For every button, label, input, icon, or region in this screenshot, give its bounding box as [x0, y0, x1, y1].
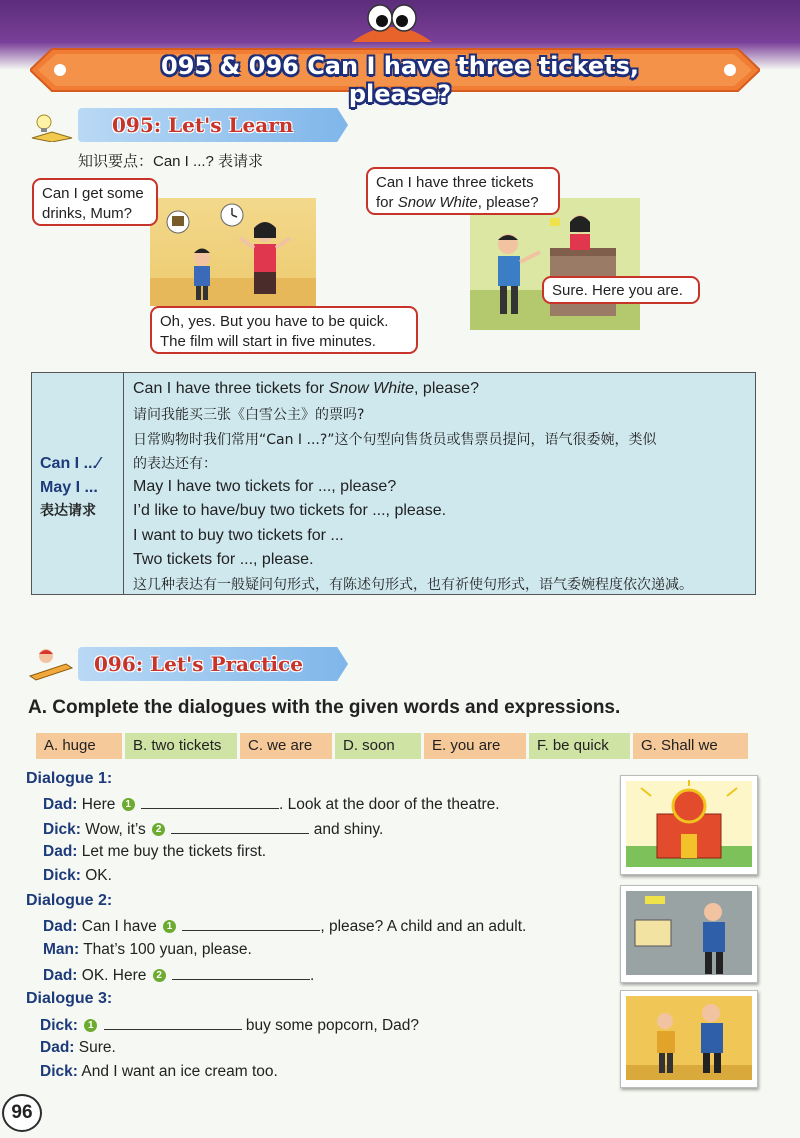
explanation-line: 日常购物时我们常用“Can I ...?”这个句型向售货员或售票员提问，语气很委婉，类似 — [133, 432, 657, 448]
line-text: Sure. — [78, 1039, 116, 1056]
speech-bubble-mum — [150, 306, 418, 354]
dialogue-line — [40, 1039, 116, 1057]
practice-section-title: 096: Let's Practice — [94, 652, 303, 676]
line-text: OK. Here — [81, 967, 147, 984]
speech-bubble-boy-ticket — [366, 167, 560, 215]
dialogue-line — [40, 1015, 419, 1035]
bubble-text-line: Can I get some — [42, 185, 144, 202]
dialogue-line — [43, 916, 526, 936]
speaker: Man: — [43, 941, 80, 958]
lightbulb-book-icon — [30, 112, 74, 142]
bubble-text-part: for — [376, 194, 398, 211]
ticket-counter-illustration — [470, 198, 640, 330]
dialogue-line — [43, 941, 252, 959]
blank-number: 1 — [84, 1019, 97, 1032]
speaker: Dick: — [40, 1063, 78, 1080]
speaker: Dick: — [40, 1017, 78, 1034]
blank-number: 1 — [122, 798, 135, 811]
speech-bubble-seller: Sure. Here you are. — [542, 276, 700, 304]
blank-number: 2 — [152, 823, 165, 836]
dialogue-line — [43, 819, 383, 839]
example-sentence — [133, 380, 479, 398]
word-bank-option: E. you are — [424, 733, 526, 759]
speaker: Dad: — [40, 1039, 75, 1056]
word-bank-option: C. we are — [240, 733, 332, 759]
answer-blank[interactable] — [104, 1015, 242, 1030]
alternative-expression: I want to buy two tickets for ... — [133, 527, 344, 544]
dialogue-line — [40, 1063, 278, 1081]
speaker: Dick: — [43, 867, 81, 884]
answer-blank[interactable] — [141, 794, 279, 809]
dialogue-line — [43, 843, 266, 861]
line-text: OK. — [85, 867, 112, 884]
pencil-kid-icon — [28, 646, 76, 682]
bubble-text-line: Can I have three tickets — [376, 174, 534, 191]
blank-number: 1 — [163, 920, 176, 933]
line-text: , please? A child and an adult. — [320, 918, 527, 935]
alternative-expression: I’d like to have/buy two tickets for ..., please. — [133, 502, 447, 519]
alternative-expression: May I have two tickets for ..., please? — [133, 478, 397, 495]
word-bank-option: G. Shall we — [633, 733, 748, 759]
word-bank-option: D. soon — [335, 733, 421, 759]
bubble-text-line: Oh, yes. But you have to be quick. — [160, 313, 389, 330]
mum-and-boy-illustration — [150, 198, 316, 306]
example-translation: 请问我能买三张《白雪公主》的票吗? — [133, 407, 365, 423]
speaker: Dad: — [43, 967, 78, 984]
speech-bubble-boy — [32, 178, 158, 226]
page-title: 095 & 096 Can I have three tickets, please? — [161, 52, 639, 108]
speaker: Dad: — [43, 796, 78, 813]
line-text: Let me buy the tickets first. — [81, 843, 267, 860]
mascot-eyes-illustration — [346, 2, 438, 42]
grammar-label-meaning: 表达请求 — [40, 503, 96, 519]
theatre-photo — [620, 775, 758, 875]
ticket-office-photo — [620, 885, 758, 983]
blank-number: 2 — [153, 969, 166, 982]
dialogue-line — [43, 965, 314, 985]
example-text-part: , please? — [414, 380, 479, 397]
bubble-italic-title: Snow White — [397, 194, 478, 211]
line-text: buy some popcorn, Dad? — [245, 1017, 420, 1034]
line-text: . Look at the door of the theatre. — [279, 796, 500, 813]
example-italic-title: Snow White — [328, 380, 415, 397]
bubble-text-line: drinks, Mum? — [42, 205, 133, 222]
dialogue-line — [43, 794, 500, 814]
line-text: Can I have — [81, 918, 157, 935]
answer-blank[interactable] — [172, 965, 310, 980]
dialogue-heading: Dialogue 1: — [26, 770, 113, 787]
dialogue-heading: Dialogue 2: — [26, 892, 113, 909]
word-bank-option: F. be quick — [529, 733, 630, 759]
line-text: That’s 100 yuan, please. — [83, 941, 252, 958]
bubble-text-line — [376, 193, 550, 213]
answer-blank[interactable] — [182, 916, 320, 931]
word-bank-option: B. two tickets — [125, 733, 237, 759]
line-text: Here — [81, 796, 116, 813]
learn-section-title: 095: Let's Learn — [112, 113, 294, 137]
bubble-text-line: The film will start in five minutes. — [160, 333, 376, 350]
speaker: Dad: — [43, 918, 78, 935]
line-text: Wow, it’s — [85, 821, 146, 838]
explanation-summary: 这几种表达有一般疑问句形式，有陈述句形式，也有祈使句形式，语气委婉程度依次递减。 — [133, 577, 693, 593]
answer-blank[interactable] — [171, 819, 309, 834]
word-bank-option: A. huge — [36, 733, 122, 759]
page-number: 96 — [2, 1094, 42, 1132]
line-text: And I want an ice cream too. — [81, 1063, 278, 1080]
speaker: Dick: — [43, 821, 81, 838]
popcorn-photo — [620, 990, 758, 1088]
alternative-expression: Two tickets for ..., please. — [133, 551, 314, 568]
dialogue-heading: Dialogue 3: — [26, 990, 113, 1007]
example-text-part: Can I have three tickets for — [133, 380, 329, 397]
key-point-note: 知识要点：Can I ...? 表请求 — [78, 153, 264, 170]
explanation-line: 的表达还有： — [133, 456, 217, 472]
bubble-text-part: , please? — [477, 194, 539, 211]
speaker: Dad: — [43, 843, 78, 860]
line-text: and shiny. — [313, 821, 384, 838]
exercise-instruction: A. Complete the dialogues with the given words and expressions. — [28, 697, 621, 718]
line-text: . — [310, 967, 315, 984]
grammar-label-can: Can I ...⁄ — [40, 455, 100, 472]
grammar-label-may: May I ... — [40, 479, 98, 496]
dialogue-line — [43, 867, 112, 885]
